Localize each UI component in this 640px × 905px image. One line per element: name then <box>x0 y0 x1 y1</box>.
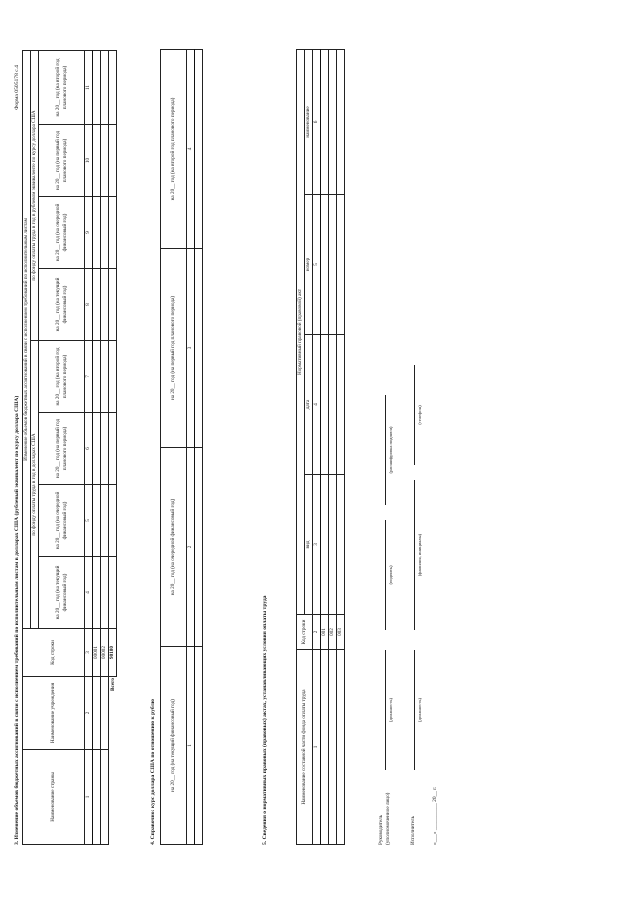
date-line: «___» __________ 20__ г. <box>432 786 438 845</box>
header-col: на 20__ год (на второй год планового периода) <box>161 50 187 249</box>
col-number: 4 <box>187 50 195 249</box>
col-number: 5 <box>85 485 93 557</box>
row-code: 003 <box>337 615 345 650</box>
section3-title: 3. Изменение объемов бюджетных ассигнований в связи с исполнением требований по исполнительным листам в долларах США (рублевый эквивалент по курсу доллара США) <box>14 395 20 845</box>
total-label: Всего <box>109 677 117 845</box>
header-institution: Наименование учреждения <box>23 677 85 750</box>
header-number: номер <box>305 195 313 335</box>
table-row <box>329 49 337 844</box>
executor-fio-line <box>414 480 415 630</box>
table-row <box>195 50 203 845</box>
header-main: Изменение объемов бюджетных ассигнований в связи с исполнением требований по исполнительным листам <box>23 50 31 628</box>
head-label: Руководитель (уполномоченное лицо) <box>378 792 391 845</box>
col-number: 9 <box>85 197 93 269</box>
col-number: 5 <box>313 195 321 335</box>
section4-table <box>160 49 203 845</box>
header-type: вид <box>305 475 313 615</box>
header-col: на 20__ год (на текущий финансовый год) <box>39 557 85 629</box>
executor-phone-caption: (телефон) <box>417 405 422 425</box>
col-number: 2 <box>187 448 195 647</box>
header-col: на 20__ год (на текущий финансовый год) <box>39 269 85 341</box>
head-signature-caption: (подпись) <box>388 565 393 585</box>
header-row-code: Код строки <box>297 615 313 650</box>
executor-position-line <box>414 650 415 770</box>
executor-phone-line <box>414 365 415 465</box>
header-col: на 20__ год (на первый год планового периода) <box>39 413 85 485</box>
header-country: Наименование страны <box>23 750 85 845</box>
header-row-code: Код строки <box>23 629 85 677</box>
header-group-rub: по фонду оплаты труда в год в рублевом эквиваленте по курсу доллара США <box>31 50 39 340</box>
col-number: 1 <box>187 647 195 845</box>
section3-table <box>22 50 117 845</box>
total-row <box>109 50 117 844</box>
row-code: 001 <box>321 615 329 650</box>
section4-title: 4. Справочно: курс доллара США по отношению к рублю <box>150 698 156 845</box>
header-col: на 20__ год (на первый год планового периода) <box>39 125 85 197</box>
total-code: 90100 <box>109 629 117 677</box>
col-number: 2 <box>85 677 93 750</box>
col-number: 1 <box>85 750 93 845</box>
head-position-caption: (должность) <box>388 697 393 723</box>
col-number: 2 <box>313 615 321 650</box>
header-act: Нормативный правовой (правовой) акт <box>297 49 305 614</box>
section5-title: 5. Сведения о нормативных правовых (правовых) актах, устанавливающих условия оплаты труда <box>262 595 268 845</box>
col-number: 11 <box>85 50 93 124</box>
row-code: 002 <box>329 615 337 650</box>
col-number: 7 <box>85 341 93 413</box>
row-code: 00002 <box>101 629 109 677</box>
col-number: 8 <box>85 269 93 341</box>
col-number: 3 <box>187 249 195 448</box>
executor-position-caption: (должность) <box>417 697 422 723</box>
executor-fio-caption: (фамилия, инициалы) <box>417 533 422 577</box>
executor-label: Исполнитель <box>410 815 416 845</box>
col-number: 3 <box>313 475 321 615</box>
header-group-usd: по фонду оплаты труда в год в долларах США <box>31 341 39 629</box>
head-signature-line <box>385 520 386 630</box>
col-number: 4 <box>85 557 93 629</box>
row-code: 00001 <box>93 629 101 677</box>
col-number: 6 <box>313 49 321 194</box>
table-row <box>337 49 345 844</box>
header-col: на 20__ год (на первый год планового периода) <box>161 249 187 448</box>
head-decoding-caption: (расшифровка подписи) <box>388 426 393 474</box>
header-col: на 20__ год (на второй год планового периода) <box>39 341 85 413</box>
header-name: наименование <box>305 49 313 194</box>
header-col: на 20__ год (на очередной финансовый год) <box>39 485 85 557</box>
header-component: Наименование составной части фонда оплаты труда <box>297 650 313 845</box>
head-position-line <box>385 650 386 770</box>
section5-table <box>296 49 345 845</box>
table-row <box>101 50 109 844</box>
header-date: дата <box>305 335 313 475</box>
col-number: 3 <box>85 629 93 677</box>
table-row <box>321 49 329 844</box>
header-col: на 20__ год (на очередной финансовый год) <box>39 197 85 269</box>
col-number: 1 <box>313 650 321 845</box>
header-col: на 20__ год (на второй год планового периода) <box>39 50 85 124</box>
form-label: Форма 0505178 с.4 <box>14 65 20 110</box>
col-number: 4 <box>313 335 321 475</box>
col-number: 6 <box>85 413 93 485</box>
head-decoding-line <box>385 395 386 505</box>
header-col: на 20__ год (на очередной финансовый год) <box>161 448 187 647</box>
header-col: на 20__ год (на текущий финансовый год) <box>161 647 187 845</box>
table-row <box>93 50 101 844</box>
col-number: 10 <box>85 125 93 197</box>
